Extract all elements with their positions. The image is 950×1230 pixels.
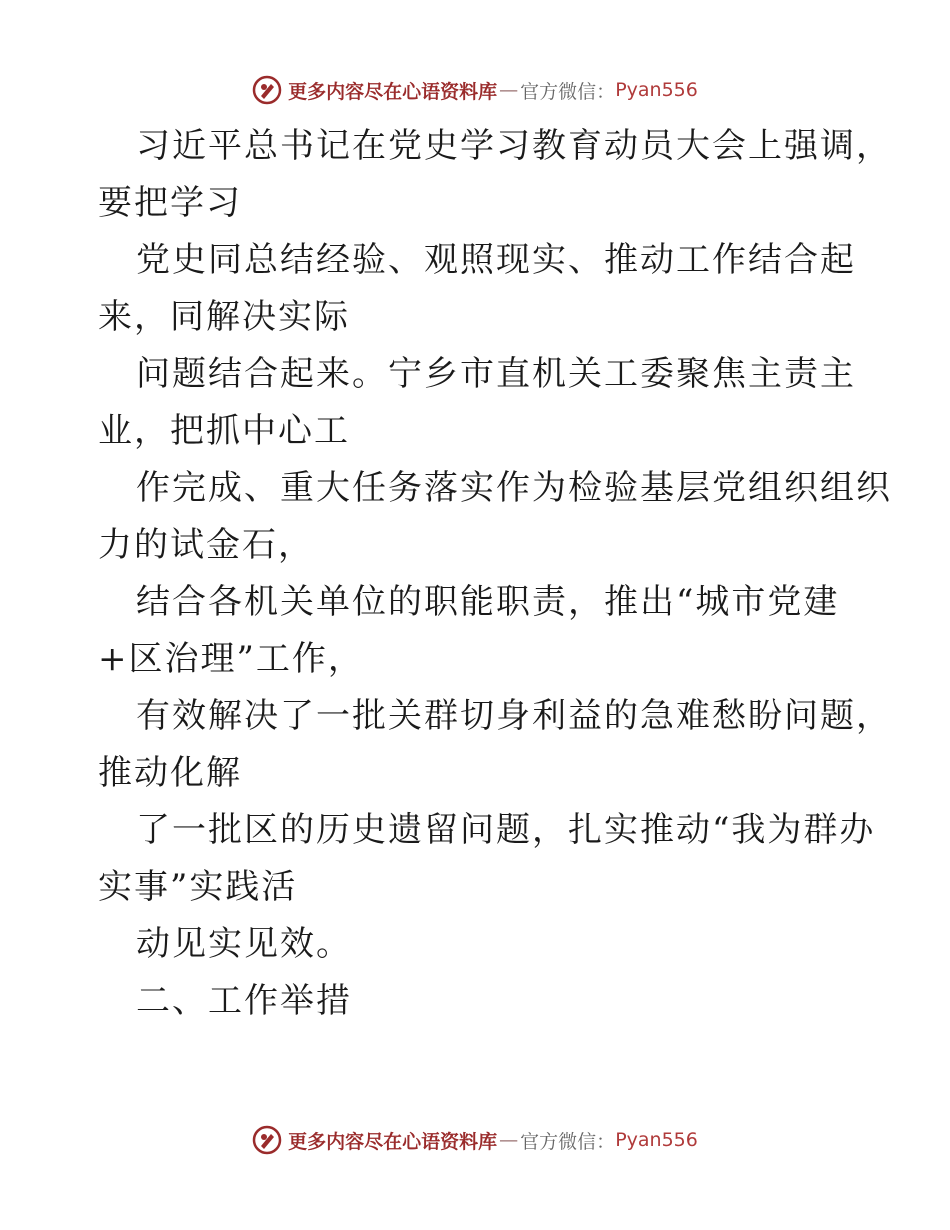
watermark-main-text: 更多内容尽在心语资料库 [288,1130,498,1153]
document-body [98,118,892,1030]
pen-logo-icon [252,75,282,105]
watermark-wechat-label: 官方微信： [520,1130,616,1153]
paragraph-line: 问题结合起来。宁乡市直机关工委聚焦主责主 [136,354,856,394]
paragraph [98,802,888,916]
header-watermark [0,70,950,110]
paragraph-line-wrap: 实事”实践活 [98,867,298,907]
paragraph-line-wrap: 要把学习 [98,183,242,223]
paragraph [98,574,888,688]
pen-logo-icon [252,1125,282,1155]
paragraph [98,346,888,460]
paragraph-line-wrap: 力的试金石， [98,525,314,565]
watermark-dash: — [499,79,519,101]
paragraph [98,118,892,232]
watermark-wechat-id: Pyan556 [615,1129,698,1151]
paragraph-line-wrap: 推动化解 [98,753,242,793]
section-heading-text: 二、工作举措 [136,981,352,1021]
paragraph [98,232,888,346]
paragraph-line: 作完成、重大任务落实作为检验基层党组织组织 [136,468,892,508]
watermark-wechat-id: Pyan556 [615,79,698,101]
section-heading [98,973,888,1030]
paragraph-line: 动见实见效。 [136,924,352,964]
paragraph-line-wrap: 业，把抓中心工 [98,411,350,451]
paragraph-line: 习近平总书记在党史学习教育动员大会上强调， [136,126,892,166]
watermark-wechat-label: 官方微信： [520,80,616,103]
watermark-dash: — [499,1129,519,1151]
paragraph-line: 了一批区的历史遗留问题，扎实推动“我为群办 [136,810,876,850]
paragraph-line: 党史同总结经验、观照现实、推动工作结合起 [136,240,856,280]
paragraph [98,688,892,802]
paragraph-line: 有效解决了一批关群切身利益的急难愁盼问题， [136,696,892,736]
paragraph-line-wrap: +区治理”工作， [98,639,364,679]
paragraph [98,916,888,973]
footer-watermark [0,1120,950,1160]
paragraph [98,460,892,574]
paragraph-line: 结合各机关单位的职能职责，推出“城市党建 [136,582,840,622]
paragraph-line-wrap: 来，同解决实际 [98,297,350,337]
watermark-main-text: 更多内容尽在心语资料库 [288,80,498,103]
